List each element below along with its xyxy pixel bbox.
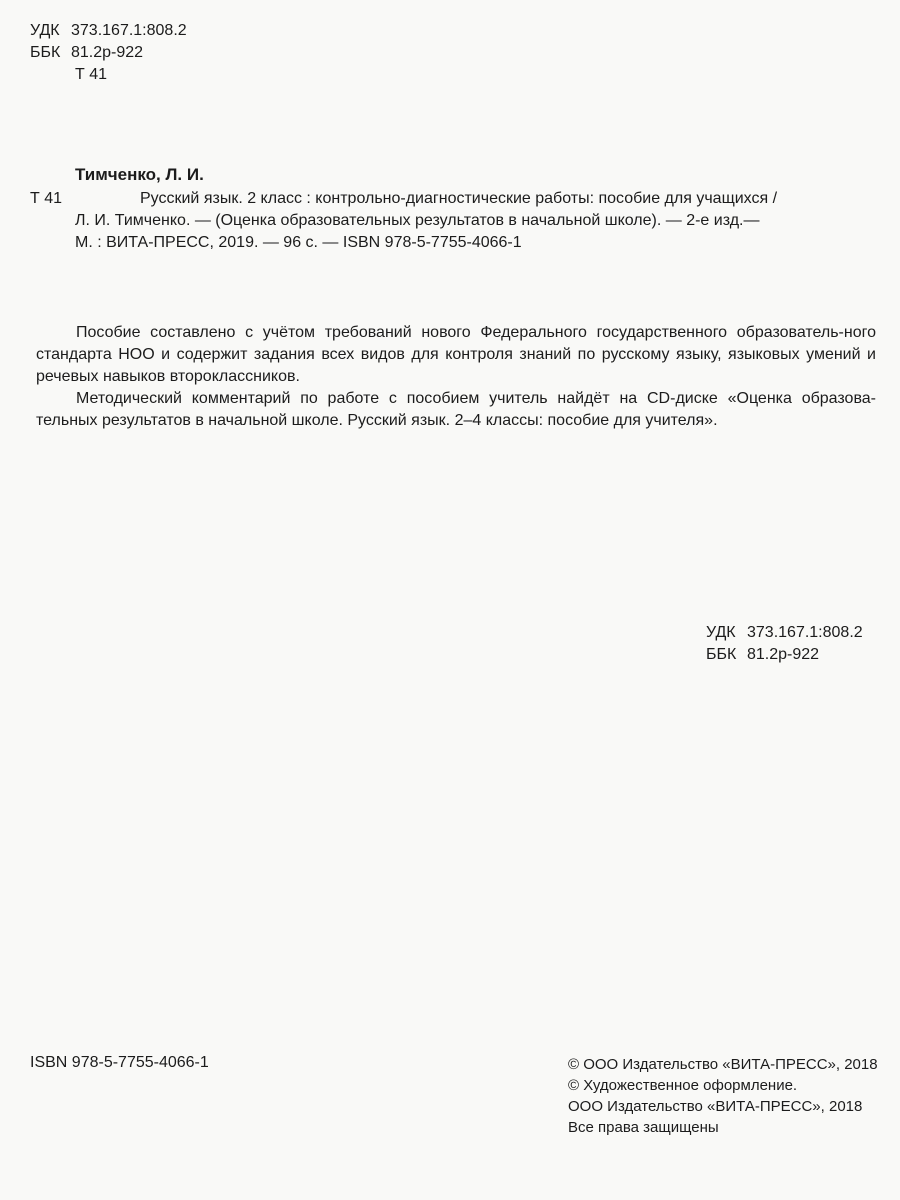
top-udk-value: 373.167.1:808.2 [71, 22, 187, 39]
top-udk-row [30, 20, 187, 42]
bottom-udk-label: УДК [706, 624, 736, 641]
copyright-line-2: © Художественное оформление. [568, 1077, 798, 1094]
copyright-block [568, 1054, 878, 1138]
copyright-line-1: © ООО Издательство «ВИТА-ПРЕСС», 2018 [568, 1056, 878, 1073]
isbn: ISBN 978-5-7755-4066-1 [30, 1054, 209, 1071]
top-bbk-row [30, 42, 187, 64]
annotation [36, 322, 876, 432]
top-bbk-label: ББК [30, 44, 61, 61]
record-author: Тимченко, Л. И. [75, 165, 204, 184]
biblio-line-2: Л. И. Тимченко. — (Оценка образовательных результатов в начальной школе). — 2-е изд.— [75, 212, 760, 229]
top-bbk-value: 81.2р-922 [71, 44, 144, 61]
bottom-udk-value: 373.167.1:808.2 [747, 624, 863, 641]
top-author-mark: Т 41 [75, 66, 108, 83]
copyright-line-3: ООО Издательство «ВИТА-ПРЕСС», 2018 [568, 1098, 863, 1115]
bottom-bbk-row [706, 644, 863, 666]
bottom-udk-row [706, 622, 863, 644]
record-author-mark: Т 41 [30, 190, 63, 207]
top-udk-label: УДК [30, 22, 60, 39]
annotation-paragraph-1: Пособие составлено с учётом требований нового Федерального государственного образователь-ного стандарта НОО и содержит задания всех видов для контроля знаний по русскому языку, языковых умений и речевых навыков второклассников. [36, 324, 876, 385]
bottom-bbk-label: ББК [706, 646, 737, 663]
biblio-line-3: М. : ВИТА-ПРЕСС, 2019. — 96 с. — ISBN 978-5-7755-4066-1 [75, 234, 522, 251]
copyright-line-4: Все права защищены [568, 1119, 719, 1136]
annotation-paragraph-2: Методический комментарий по работе с пособием учитель найдёт на CD-диске «Оценка образова-тельных результатов в начальной школе. Русский язык. 2–4 классы: пособие для учителя». [36, 390, 876, 429]
bibliographic-description [75, 188, 875, 254]
top-classification-block [30, 20, 187, 86]
bottom-bbk-value: 81.2р-922 [747, 646, 820, 663]
biblio-line-1: Русский язык. 2 класс : контрольно-диагностические работы: пособие для учащихся / [140, 190, 778, 207]
bottom-classification-block [706, 622, 863, 666]
